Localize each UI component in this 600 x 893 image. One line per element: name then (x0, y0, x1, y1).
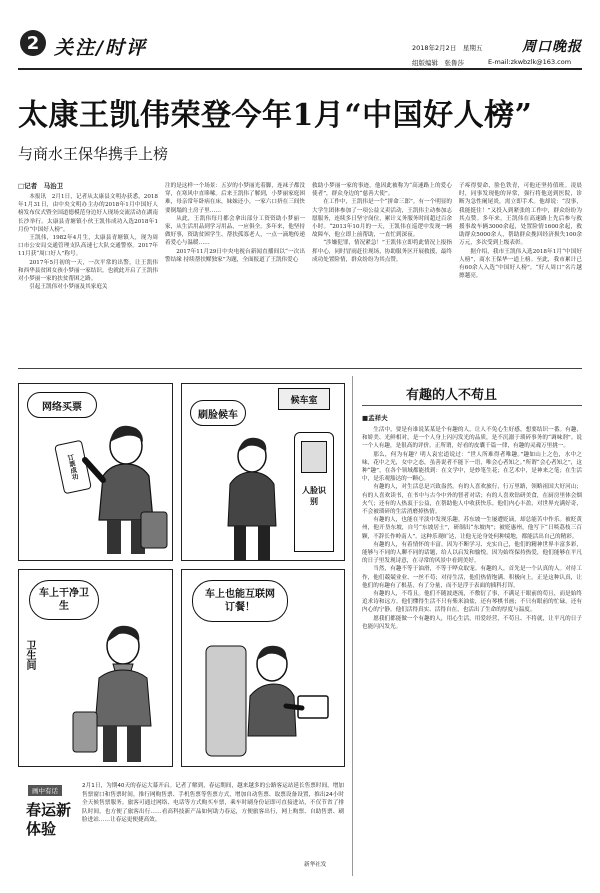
page-number: 2 (26, 32, 40, 54)
sign-text: 卫生间 (24, 640, 35, 670)
essay-paragraph: 那么，何为有趣？明人袁宏道说过：“世人所难得者唯趣。”趣如山上之色，水中之味，花中之光，女中之态，虽善说者不能下一语，唯会心者知之。”所谓“会心者知之”，这种“趣”，在各个领域都能找到：在文学中，是妙笔生花；在艺术中，是神来之笔；在生活中，是乐观豁达的一颗心。 (362, 451, 582, 483)
editor-credit: 组版编辑 张鲁莎 (412, 59, 464, 67)
article-paragraph: 注的是这样一个场景：五岁的小梦丽光着脚，连袜子都没穿，在寒风中直哆嗦。后来王凯伟了解到，小梦丽家庭困难，母亲常年卧病在床，妹妹还小，一家六口挤在三间快要倒塌的土房子里…… (165, 183, 305, 214)
machine-text: 人脸识别 (302, 486, 326, 506)
masthead-rule (18, 68, 582, 70)
subheadline: 与商水王保华携手上榜 (18, 145, 169, 163)
cartoon-panel-online-meal (181, 569, 345, 767)
phone-screen-text: 订票成功 (65, 453, 80, 481)
machine-label (301, 485, 327, 507)
article-paragraph: 据介绍，我市王凯伟入选2018年1月“中国好人榜”，商水王保华一道上榜。至此，我市累计已有60余人入选“中国好人榜”，“好人周口”名片越擦越亮。 (459, 248, 582, 280)
page-number-badge (20, 30, 46, 56)
cartoon-tag: 画中有话 (28, 785, 62, 796)
essay-paragraph: 有趣的人，有着情怀的丰富。因为不断学习、充实自己，他们的精神世界丰富多彩，能够与不同的人聊不同的话题，给人以启发和愉悦。因为始终保持热爱，他们能够在平凡的日子里发现诗意，在寻常的风景中看到美好。 (362, 541, 582, 565)
article-paragraph: 2017年11月29日中央电视台新闻直播间以“一次出警结缘 持续帮扶鳏独家”为题，全面报道了王凯伟爱心 (165, 248, 305, 263)
article-column-1 (18, 193, 158, 361)
article-column-3 (312, 182, 452, 362)
section-title: 关注/时评 (54, 37, 147, 59)
speech-bubble (192, 580, 288, 622)
essay-paragraph: 有趣的人，也能在平淡中发现乐趣。苏东坡一生屡遭贬谪，却总能苦中作乐。被贬黄州，他开垦东坡，自号“东坡居士”，研制出“东坡肉”；被贬惠州，他写下“日啖荔枝三百颗，不辞长作岭南人”。这种乐观旷达，让他无论身处何种境地，都能活出自己的精彩。 (362, 517, 582, 540)
cartoon-title (26, 801, 78, 839)
essay-paragraph: 愿我们都能做一个有趣的人，用心生活，用爱经营，不苟且、不将就，让平凡的日子也能闪闪发光。 (362, 615, 582, 630)
panel-caption: 车上也能互联网订餐！ (205, 589, 275, 613)
seated-passenger-illustration (202, 626, 342, 766)
essay-paragraph: 当然，有趣不等于油滑，不等于哗众取宠。有趣的人，首先是一个认真的人。对待工作，他们兢兢业业、一丝不苟；对待生活，他们热情饱满、积极向上。正是这种认真，让他们的有趣有了根基，有了分量，而不是浮于表面的插科打诨。 (362, 566, 582, 589)
cartoon-panel-clean-bus (18, 569, 173, 767)
sign-text: 候车室 (290, 395, 318, 406)
article-paragraph: 在工作中，王凯伟是一个“拼命三郎”。有一个明显的大学生团体参加了一项公益义卖活动，王凯伟主动参加志愿服务，连续多日坚守岗位，累计义务服务时间超过百余小时。“2013年10月的一天，王凯伟在巡逻中发现一辆故障车，他立即上前帮助，一直忙到深夜。 (312, 199, 452, 239)
passenger-illustration (212, 434, 292, 561)
article-column-2 (165, 182, 305, 362)
panel-caption: 刷脸候车 (198, 409, 238, 421)
paper-name: 周口晚报 (522, 39, 582, 55)
panel-caption: 车上干净卫生 (39, 588, 89, 612)
waiting-room-sign (278, 388, 330, 410)
editor-email: E-mail:zkwbzlk@163.com (488, 58, 572, 66)
issue-date: 2018年2月2日 星期五 (412, 44, 483, 52)
cartoon-panel-online-ticket (18, 383, 173, 561)
essay-author: ■孟祥夫 (362, 414, 388, 422)
cartoon-block (18, 375, 345, 875)
traveler-illustration (81, 420, 171, 560)
column-divider (352, 376, 353, 876)
article-paragraph: 王凯伟，1982年4月生，太康县青塘镇人，现为周口市公安局交通管理支队高速七大队交通警察。2017年11月获“周口好人”称号。 (18, 235, 158, 258)
essay-paragraph: 有趣的人，不苟且。他们不随波逐流，不敷衍了事，不满足于眼前的苟且，而是始终追求诗和远方。他们懂得生活不只有柴米油盐，还有琴棋书画；不只有眼前的忙碌，还有内心的宁静。他们活得真实、活得自在，也活出了生命的厚度与温度。 (362, 591, 582, 614)
machine-screen (301, 441, 327, 473)
masthead (0, 0, 600, 70)
restroom-sign (23, 640, 37, 674)
face-recognition-machine (294, 432, 334, 552)
passenger-with-scarf-illustration (67, 616, 167, 766)
article-paragraph: 救助小梦丽一家的事迹。他因此被称为“高速路上的爱心使者”，群众身边的“慈善大使”。 (312, 183, 452, 198)
article-column-4 (459, 182, 582, 362)
article-paragraph: 本报讯 2月1日，记者从太康县文明办获悉，2018年1月31日，由中央文明办主办的2018年1月中国好人榜发布仪式暨全国道德模范身边好人现场交流活动在湖南长沙举行。太康县青塘镇小伙王凯伟成功入选2018年1月份“中国好人榜”。 (18, 194, 158, 233)
article-paragraph: 从此，王凯伟每月都会拿出部分工资资助小梦丽一家，从生活用品到学习用品，一应俱全。多年来，他坚持做好事，资助贫困学生、帮扶孤寡老人，一点一滴地传递着爱心与温暖…… (165, 215, 305, 247)
cartoon-credit: 新华社发 (304, 862, 327, 868)
speech-bubble (29, 580, 99, 620)
essay-title-rule (362, 405, 582, 406)
article-byline: □记者 马治卫 (18, 182, 64, 190)
essay-body (362, 426, 582, 876)
essay-title: 有趣的人不苟且 (406, 388, 498, 403)
article-paragraph: 2017年5月初的一天，一次平常的出警，让王凯伟和西华县贫困女孩小梦丽一家结识。也就此开启了王凯伟对小梦丽一家的扶贫帮困之路。 (18, 259, 158, 283)
section-divider (18, 368, 582, 369)
essay-paragraph: 有趣的人，对生活总是兴致盎然。有的人喜欢旅行，行万里路，领略祖国大好河山；有的人喜欢读书，在书中与古今中外的智者对话；有的人喜欢钻研美食，在厨房里体会烟火气；还有的人热衷于公益，在帮助他人中收获快乐。他们内心丰盈，对世界充满好奇，不会被琐碎的生活消磨掉热情。 (362, 484, 582, 516)
speech-bubble (190, 400, 246, 426)
headline: 太康王凯伟荣登今年1月“中国好人榜” (18, 98, 533, 133)
cartoon-caption: 2月1日，为期40天的春运大幕开启。记者了解到，春运期间，越来越多的公路客运站延长售票时间，增加售票窗口和售票时间，推行网购售票、手机售票等售票方式，增加自动售票、取票设备设置，推出24小时全天候售票服务。旅客可通过网络、电话等方式购买车票，乘车时刷身份证即可直接进站，不仅节省了排队时间，也方便了旅客出行……看高科技新产品如何助力春运，方便旅客出行，网上购票、自助售票、刷脸进站……让春运更便捷高效。 (82, 783, 344, 823)
panel-caption: 网络买票 (42, 401, 82, 413)
article-paragraph: 子疼得要命，脸色铁青，可他还坚持值班。凌晨时，同事发现他的异常，强行将他送到医院，诊断为急性阑尾炎，需立即手术。他却说：“没事，我能挺住！”又投入到紧张的工作中，群众纷纷为其点赞。多年来，王凯伟在高速路上先后参与救援事故车辆3000余起，处置险情1600余起，救助群众5000余人，帮助群众挽回经济损失100余万元，多次受到上级表彰。 (459, 183, 582, 247)
cartoon-panel-face-scan (181, 383, 345, 561)
speech-bubble (27, 392, 97, 418)
article-paragraph: “涉嫌犯罪，情况紧急！”王凯伟立即将此情况上报指挥中心，同时冒雨赶往现场，协助服务区开展救援，最终成功处置险情，群众纷纷为其点赞。 (312, 240, 452, 263)
essay-paragraph: 生活中，要是有谁说某某是个有趣的人，让人不免心生好感，想要结识一番。有趣，和娇美、光鲜相对，是一个人身上闪闪发光的品质，是不沉溺于琐碎事务的“调味剂”。说一个人有趣，是很高的评价。正所谓，好看的皮囊千篇一律，有趣的灵魂万里挑一。 (362, 427, 582, 450)
cartoon-title-text: 春运新体验 (26, 801, 72, 838)
article-paragraph: 引起王凯伟对小梦丽及其家庭关 (29, 284, 108, 291)
